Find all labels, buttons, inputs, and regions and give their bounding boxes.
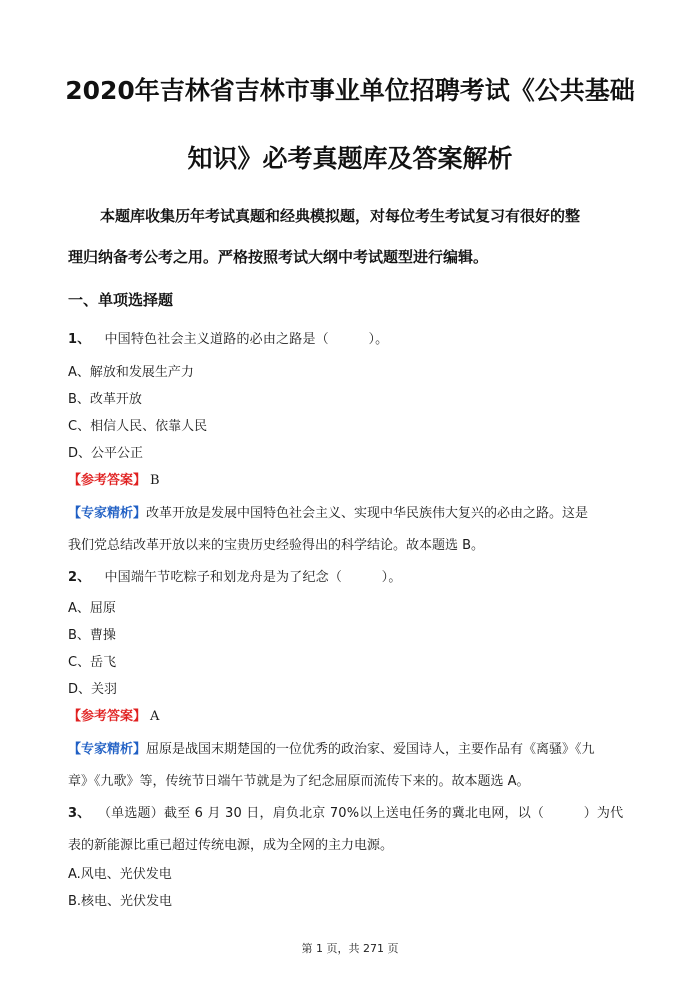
question-2-answer-value: A (150, 709, 160, 724)
question-1 (68, 331, 388, 349)
question-1-number: 1、 (68, 332, 91, 347)
intro-line-1: 本题库收集历年考试真题和经典模拟题，对每位考生考试复习有很好的整 (100, 207, 581, 225)
question-3-option-b: B.核电、光伏发电 (68, 894, 173, 909)
question-3-stem-line-2: 表的新能源比重已超过传统电源，成为全网的主力电源。 (68, 838, 394, 853)
question-1-stem: 中国特色社会主义道路的必由之路是（ ）。 (104, 332, 389, 347)
section-heading: 一、单项选择题 (68, 291, 174, 309)
question-1-option-b: B、改革开放 (68, 392, 142, 407)
question-2-option-b: B、曹操 (68, 628, 116, 643)
question-1-answer-value: B (150, 473, 160, 488)
question-1-option-d: D、公平公正 (68, 446, 144, 461)
answer-label: 【参考答案】 (68, 473, 147, 488)
question-2-option-c: C、岳飞 (68, 655, 117, 670)
question-3-stem-1: （单选题）截至 6 月 30 日，肩负北京 70%以上送电任务的冀北电网，以（ ）为代 (104, 806, 624, 821)
question-1-analysis-text-1: 改革开放是发展中国特色社会主义、实现中华民族伟大复兴的必由之路。这是 (146, 506, 589, 521)
page-footer: 第 1 页，共 271 页 (301, 942, 399, 955)
document-title-line-2: 知识》必考真题库及答案解析 (187, 144, 513, 173)
question-1-option-c: C、相信人民、依靠人民 (68, 419, 208, 434)
question-1-option-a: A、解放和发展生产力 (68, 365, 194, 380)
question-2 (68, 569, 402, 587)
question-3 (68, 805, 623, 823)
question-2-analysis-text-1: 屈原是战国末期楚国的一位优秀的政治家、爱国诗人，主要作品有《离骚》《九 (146, 742, 595, 757)
question-2-answer (68, 708, 159, 726)
analysis-label: 【专家精析】 (68, 742, 147, 757)
question-2-analysis-line-2: 章》《九歌》等，传统节日端午节就是为了纪念屈原而流传下来的。故本题选 A。 (68, 774, 530, 789)
question-3-number: 3、 (68, 806, 91, 821)
question-2-option-a: A、屈原 (68, 601, 116, 616)
question-2-number: 2、 (68, 570, 91, 585)
intro-line-2: 理归纳备考公考之用。严格按照考试大纲中考试题型进行编辑。 (68, 248, 489, 266)
document-title-line-1: 2020年吉林省吉林市事业单位招聘考试《公共基础 (65, 76, 635, 105)
question-2-option-d: D、关羽 (68, 682, 118, 697)
answer-label: 【参考答案】 (68, 709, 147, 724)
question-3-option-a: A.风电、光伏发电 (68, 867, 172, 882)
question-2-stem: 中国端午节吃粽子和划龙舟是为了纪念（ ）。 (104, 570, 402, 585)
question-1-analysis-line-2: 我们党总结改革开放以来的宝贵历史经验得出的科学结论。故本题选 B。 (68, 538, 485, 553)
question-1-answer (68, 472, 160, 490)
analysis-label: 【专家精析】 (68, 506, 147, 521)
question-1-analysis-line-1 (68, 505, 588, 523)
question-2-analysis-line-1 (68, 741, 595, 759)
